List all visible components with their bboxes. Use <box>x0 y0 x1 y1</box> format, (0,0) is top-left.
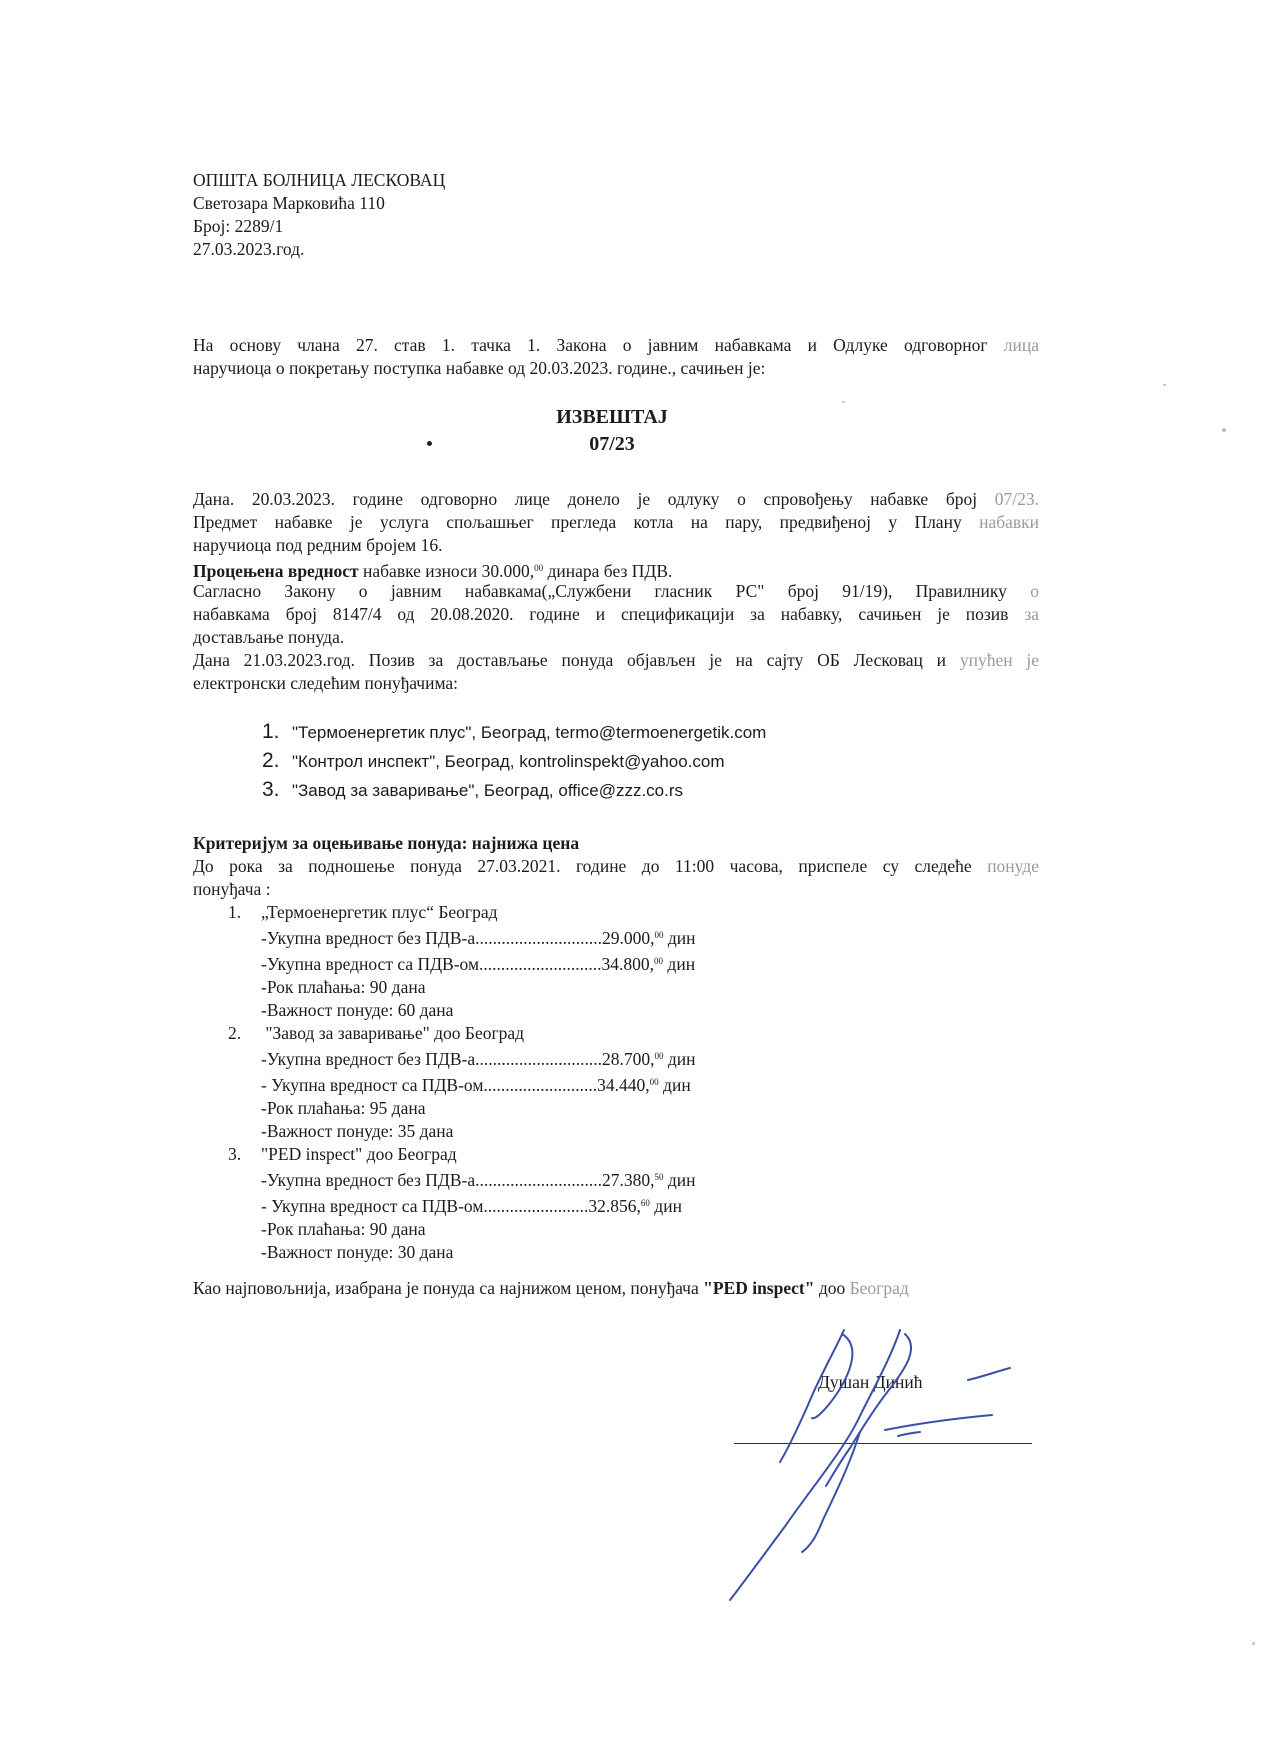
report-title <box>412 404 812 458</box>
list-item: 2. "Контрол инспект", Београд, kontrolinspekt@yahoo.com <box>262 749 725 772</box>
offer-payment: -Рок плаћања: 90 дана <box>261 977 426 997</box>
body-line-5: Сагласно Закону о јавним набавкама(„Службени гласник РС" број 91/19), Правилнику о <box>193 581 1039 601</box>
offer-no-vat: -Укупна вредност без ПДВ-а.............................27.380,50 дин <box>261 1170 696 1190</box>
document-number: Број: 2289/1 <box>193 216 284 236</box>
offer-item: 3. "PED inspect" доо Београд -Укупна вредност без ПДВ-а.............................27.380,50 дин - Укупна вредност са ПДВ-ом........................32.856,60 дин -Рок плаћања: 90 дана -Важност понуде: 30 дана <box>228 1144 696 1262</box>
estimated-value-label: Процењена вредност <box>193 561 359 581</box>
offer-name: "PED inspect" доо Београд <box>261 1144 457 1164</box>
offer-with-vat: - Укупна вредност са ПДВ-ом..........................34.440,00 дин <box>261 1075 691 1095</box>
body-line-6: набавкама број 8147/4 од 20.08.2020. године и спецификацији за набавку, сачињен је позив за <box>193 604 1039 624</box>
offer-with-vat: -Укупна вредност са ПДВ-ом............................34.800,00 дин <box>261 954 696 974</box>
offer-item: 2. "Завод за заваривање" доо Београд -Укупна вредност без ПДВ-а.............................28.700,00 дин - Укупна вредност са ПДВ-ом..........................34.440,00 дин -Рок плаћања: 95 дана -Важност понуде: 35 дана <box>228 1023 696 1141</box>
intro-line-2: наручиоца о покретању поступка набавке од 20.03.2023. године., сачињен је: <box>193 358 766 378</box>
offer-with-vat: - Укупна вредност са ПДВ-ом........................32.856,60 дин <box>261 1196 682 1216</box>
institution-address: Светозара Марковића 110 <box>193 193 385 213</box>
scan-speck <box>842 401 845 403</box>
estimated-value-line: Процењена вредност набавке износи 30.000,00 динара без ПДВ. <box>193 561 673 581</box>
institution-name: ОПШТА БОЛНИЦА ЛЕСКОВАЦ <box>193 170 446 190</box>
invited-bidders-list <box>262 718 766 805</box>
document-date: 27.03.2023.год. <box>193 239 305 259</box>
conclusion: Као најповољнија, изабрана је понуда са најнижом ценом, понуђача "PED inspect" доо Београд <box>193 1278 909 1298</box>
scan-speck <box>1252 1642 1255 1645</box>
report-title-number: 07/23 <box>589 433 635 455</box>
body-line-2: Предмет набавке је услуга спољашњег прегледа котла на пару, предвиђеној у Плану набавки <box>193 512 1039 532</box>
offer-validity: -Важност понуде: 30 дана <box>261 1242 454 1262</box>
signature-line <box>734 1443 1032 1444</box>
offer-no-vat: -Укупна вредност без ПДВ-а.............................28.700,00 дин <box>261 1049 696 1069</box>
criteria-line-2: понуђача : <box>193 879 271 899</box>
scan-speck <box>1163 384 1166 386</box>
offer-no-vat: -Укупна вредност без ПДВ-а.............................29.000,00 дин <box>261 928 696 948</box>
report-title-name: ИЗВЕШТАЈ <box>556 406 668 428</box>
body-line-8: Дана 21.03.2023.год. Позив за достављање понуда објављен је на сајту ОБ Лесковац и упућен је <box>193 650 1039 670</box>
offers-list <box>228 901 696 1264</box>
document-header <box>193 169 445 261</box>
body-line-1: Дана. 20.03.2023. године одговорно лице донело је одлуку о спровођењу набавке број 07/23. <box>193 489 1039 509</box>
offer-item: 1. „Термоенергетик плус“ Београд -Укупна вредност без ПДВ-а.............................29.000,00 дин -Укупна вредност са ПДВ-ом............................34.800,00 дин -Рок плаћања: 90 дана -Важност понуде: 60 дана <box>228 902 696 1020</box>
intro-line-1: На основу члана 27. став 1. тачка 1. Закона о јавним набавкама и Одлуке одговорног лица <box>193 335 1040 355</box>
offer-name: „Термоенергетик плус“ Београд <box>261 902 498 922</box>
offer-validity: -Важност понуде: 60 дана <box>261 1000 454 1020</box>
offer-payment: -Рок плаћања: 90 дана <box>261 1219 426 1239</box>
criteria-line-1: До рока за подношење понуда 27.03.2021. године до 11:00 часова, приспеле су следеће понуде <box>193 856 1039 876</box>
list-item: 3. "Завод за заваривање", Београд, office@zzz.co.rs <box>262 778 684 801</box>
offer-name: "Завод за заваривање" доо Београд <box>261 1023 525 1043</box>
signatory-name: Душан Динић <box>818 1372 923 1392</box>
offer-validity: -Важност понуде: 35 дана <box>261 1121 454 1141</box>
body-line-9: електронски следећим понуђачима: <box>193 673 459 693</box>
list-item: 1. "Термоенергетик плус", Београд, termo@termoenergetik.com <box>262 720 767 743</box>
stray-dot <box>427 441 432 446</box>
body-line-7: достављање понуда. <box>193 627 345 647</box>
scan-speck <box>1222 428 1226 432</box>
criteria-heading: Критеријум за оцењивање понуда: најнижа цена <box>193 833 580 853</box>
offer-payment: -Рок плаћања: 95 дана <box>261 1098 426 1118</box>
body-line-3: наручиоца под редним бројем 16. <box>193 535 443 555</box>
